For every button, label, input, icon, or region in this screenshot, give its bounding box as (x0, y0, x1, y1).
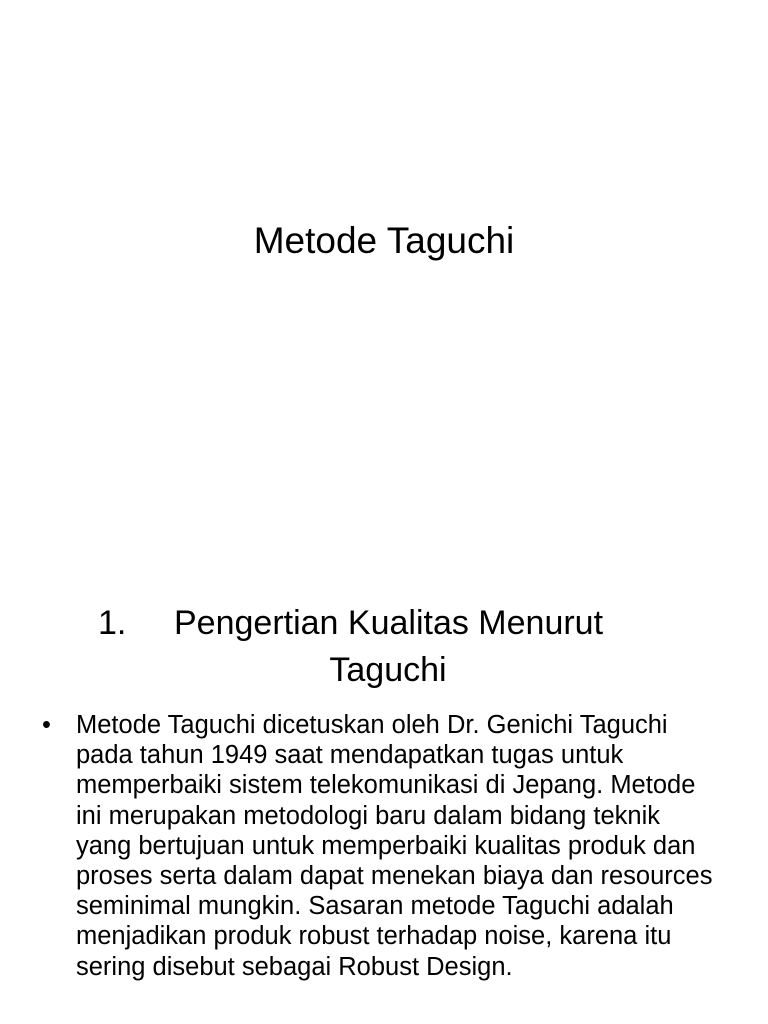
heading-text-line-1: Pengertian Kualitas Menurut (174, 604, 604, 642)
heading-number: 1. (98, 604, 127, 642)
bullet-dot-icon: • (42, 711, 51, 739)
slide-heading-line-1 (60, 600, 708, 647)
bullet-list (42, 710, 722, 982)
content-slide (0, 576, 768, 1024)
heading-text-line-2: Taguchi (329, 651, 447, 689)
bullet-item (42, 710, 722, 982)
slide-heading (60, 600, 708, 694)
bullet-text: Metode Taguchi dicetuskan oleh Dr. Genichi Taguchi pada tahun 1949 saat mendapatkan tugas untuk memperbaiki sistem telekomunikasi di Jepang. Metode ini merupakan metodologi baru dalam bidang teknik yang bertujuan untuk memperbaiki kualitas produk dan proses serta dalam dapat menekan biaya dan resources seminimal mungkin. Sasaran metode Taguchi adalah menjadikan produk robust terhadap noise, karena itu sering disebut sebagai Robust Design. (76, 711, 713, 981)
slide-title: Metode Taguchi (253, 220, 515, 261)
